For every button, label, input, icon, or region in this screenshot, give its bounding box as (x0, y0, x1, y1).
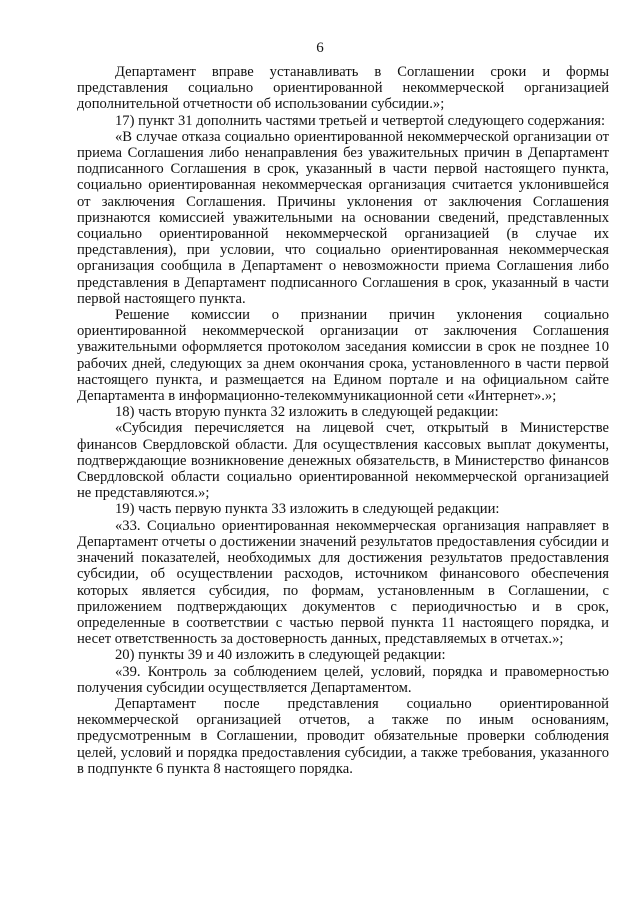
paragraph: 17) пункт 31 дополнить частями третьей и четвертой следующего содержания: (115, 112, 606, 129)
document-body (77, 64, 609, 777)
paragraph: «В случае отказа социально ориентированной некоммерческой организации от приема Соглашения либо ненаправления без уважительных причин в Департамент подписанного Соглашения в срок, указанный в части первой настоящего пункта, социально ориентированная некоммерческая организация считается уклонившейся от заключения Соглашения. Причины уклонения от заключения Соглашения признаются комиссией уважительными на основании сведений, представленных социально ориентированной некоммерческой организацией (в случае их представления), при условии, что социально ориентированная некоммерческая организация сообщила в Департамент о невозможности приема Соглашения либо представления в Департамент подписанного Соглашения в срок, указанный в части первой настоящего пункта. (77, 128, 609, 307)
page-number: 6 (316, 40, 324, 56)
paragraph: 19) часть первую пункта 33 изложить в следующей редакции: (115, 501, 500, 518)
paragraph: Департамент после представления социально ориентированной некоммерческой организацией отчетов, а также по иным основаниям, предусмотренным в Соглашении, проводит обязательные проверки соблюдения целей, условий и порядка предоставления субсидии, а также требования, указанного в подпункте 6 пункта 8 настоящего порядка. (77, 695, 609, 777)
paragraph: «39. Контроль за соблюдением целей, условий, порядка и правомерностью получения субсидии осуществляется Департаментом. (77, 663, 609, 696)
paragraph: «33. Социально ориентированная некоммерческая организация направляет в Департамент отчеты о достижении значений результатов предоставления субсидии и значений показателей, необходимых для достижения результатов предоставления субсидии, об осуществлении расходов, источником финансового обеспечения которых является субсидия, по формам, установленным в Соглашении, с приложением подтверждающих документов с периодичностью и в срок, определенные в соответствии с частью первой пункта 11 настоящего порядка, и несет ответственность за достоверность данных, представляемых в отчетах.»; (77, 517, 609, 648)
paragraph: 18) часть вторую пункта 32 изложить в следующей редакции: (115, 404, 499, 421)
paragraph: Департамент вправе устанавливать в Соглашении сроки и формы представления социально ориентированной некоммерческой организацией дополнительной отчетности об использовании субсидии.»; (77, 64, 609, 113)
paragraph: Решение комиссии о признании причин уклонения социально ориентированной некоммерческой организации от заключения Соглашения уважительными оформляется протоколом заседания комиссии в срок не позднее 10 рабочих дней, следующих за днем окончания срока, установленного в части первой настоящего пункта, и размещается на Едином портале и на официальном сайте Департамента в информационно-телекоммуникационной сети «Интернет».»; (77, 307, 609, 405)
paragraph: 20) пункты 39 и 40 изложить в следующей редакции: (115, 647, 446, 664)
paragraph: «Субсидия перечисляется на лицевой счет, открытый в Министерстве финансов Свердловской области. Для осуществления кассовых выплат документы, подтверждающие возникновение денежных обязательств, в Министерство финансов Свердловской области социально ориентированной некоммерческой организацией не представляются.»; (77, 420, 609, 502)
